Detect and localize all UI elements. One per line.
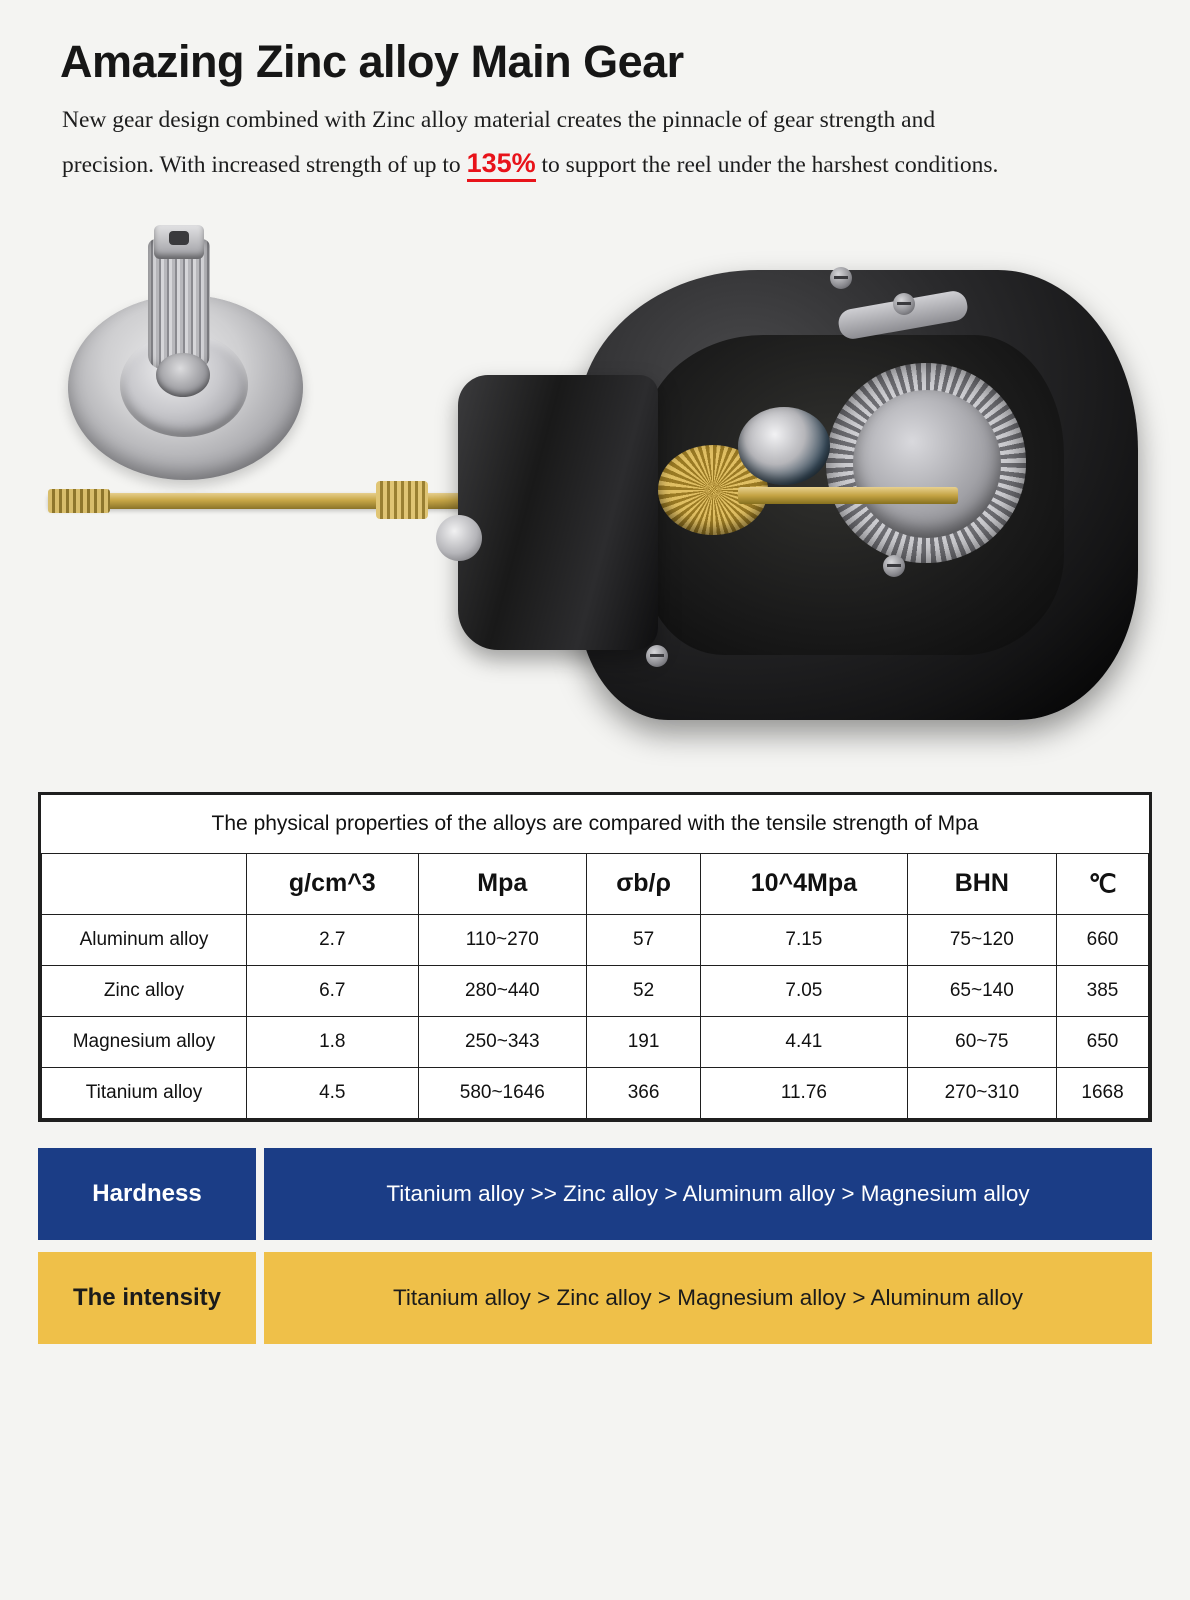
column-header-ratio: σb/ρ xyxy=(587,853,701,914)
alloy-properties-table xyxy=(38,792,1152,1122)
main-gear-image xyxy=(68,225,328,485)
product-photo xyxy=(38,215,1152,780)
ranking-hardness-value: Titanium alloy >> Zinc alloy > Aluminum alloy > Magnesium alloy xyxy=(264,1148,1152,1240)
page-title: Amazing Zinc alloy Main Gear xyxy=(60,36,684,87)
gear-hub xyxy=(156,353,210,397)
drive-gear-core xyxy=(853,390,1001,538)
cell-zinc-ratio: 52 xyxy=(587,965,701,1016)
column-header-density: g/cm^3 xyxy=(247,853,419,914)
cell-titanium-density: 4.5 xyxy=(247,1067,419,1118)
row-label-zinc: Zinc alloy xyxy=(42,965,247,1016)
cell-aluminum-mpa: 110~270 xyxy=(418,914,586,965)
cell-magnesium-ratio: 191 xyxy=(587,1016,701,1067)
cell-aluminum-modulus: 7.15 xyxy=(701,914,907,965)
ranking-hardness-label: Hardness xyxy=(38,1148,256,1240)
screw-icon xyxy=(883,555,905,577)
column-header-mpa: Mpa xyxy=(418,853,586,914)
cell-titanium-mpa: 580~1646 xyxy=(418,1067,586,1118)
strength-highlight: 135% xyxy=(467,148,536,182)
screw-icon xyxy=(646,645,668,667)
row-label-titanium: Titanium alloy xyxy=(42,1067,247,1118)
table-row xyxy=(42,1016,1149,1067)
ranking-intensity-label: The intensity xyxy=(38,1252,256,1344)
gear-cap xyxy=(154,225,204,259)
ranking-intensity-value: Titanium alloy > Zinc alloy > Magnesium alloy > Aluminum alloy xyxy=(264,1252,1152,1344)
cell-aluminum-temp: 660 xyxy=(1057,914,1149,965)
shaft-collar xyxy=(376,481,428,519)
screw-icon xyxy=(830,267,852,289)
description-part-two: to support the reel under the harshest conditions. xyxy=(535,152,999,179)
row-label-magnesium: Magnesium alloy xyxy=(42,1016,247,1067)
cell-magnesium-temp: 650 xyxy=(1057,1016,1149,1067)
cell-magnesium-density: 1.8 xyxy=(247,1016,419,1067)
column-header-blank xyxy=(42,853,247,914)
cell-titanium-temp: 1668 xyxy=(1057,1067,1149,1118)
shaft-thread xyxy=(48,489,110,513)
cross-shaft xyxy=(738,487,958,504)
table-row xyxy=(42,965,1149,1016)
column-header-temp: ℃ xyxy=(1057,853,1149,914)
cell-magnesium-mpa: 250~343 xyxy=(418,1016,586,1067)
ranking-intensity xyxy=(38,1252,1152,1344)
page-description xyxy=(38,100,1002,187)
column-header-bhn: BHN xyxy=(907,853,1056,914)
cell-titanium-ratio: 366 xyxy=(587,1067,701,1118)
column-header-modulus: 10^4Mpa xyxy=(701,853,907,914)
ranking-hardness xyxy=(38,1148,1152,1240)
screw-icon xyxy=(893,293,915,315)
table-row xyxy=(42,1067,1149,1118)
cell-zinc-mpa: 280~440 xyxy=(418,965,586,1016)
cell-zinc-bhn: 65~140 xyxy=(907,965,1056,1016)
cell-zinc-modulus: 7.05 xyxy=(701,965,907,1016)
description-part-one: New gear design combined with Zinc alloy material creates the pinnacle of gear strength and precision. With increased strength of up to xyxy=(62,107,936,179)
cell-titanium-bhn: 270~310 xyxy=(907,1067,1056,1118)
table-header-row xyxy=(42,853,1149,914)
body-ring xyxy=(436,515,482,561)
cell-titanium-modulus: 11.76 xyxy=(701,1067,907,1118)
table-caption-row xyxy=(42,795,1149,854)
table-row xyxy=(42,914,1149,965)
cell-aluminum-density: 2.7 xyxy=(247,914,419,965)
table-caption: The physical properties of the alloys are compared with the tensile strength of Mpa xyxy=(42,795,1149,854)
cell-zinc-temp: 385 xyxy=(1057,965,1149,1016)
cell-magnesium-modulus: 4.41 xyxy=(701,1016,907,1067)
cell-zinc-density: 6.7 xyxy=(247,965,419,1016)
cell-aluminum-ratio: 57 xyxy=(587,914,701,965)
cell-magnesium-bhn: 60~75 xyxy=(907,1016,1056,1067)
cell-aluminum-bhn: 75~120 xyxy=(907,914,1056,965)
ball-bearing xyxy=(738,407,830,485)
rotor-body xyxy=(458,375,658,650)
row-label-aluminum: Aluminum alloy xyxy=(42,914,247,965)
